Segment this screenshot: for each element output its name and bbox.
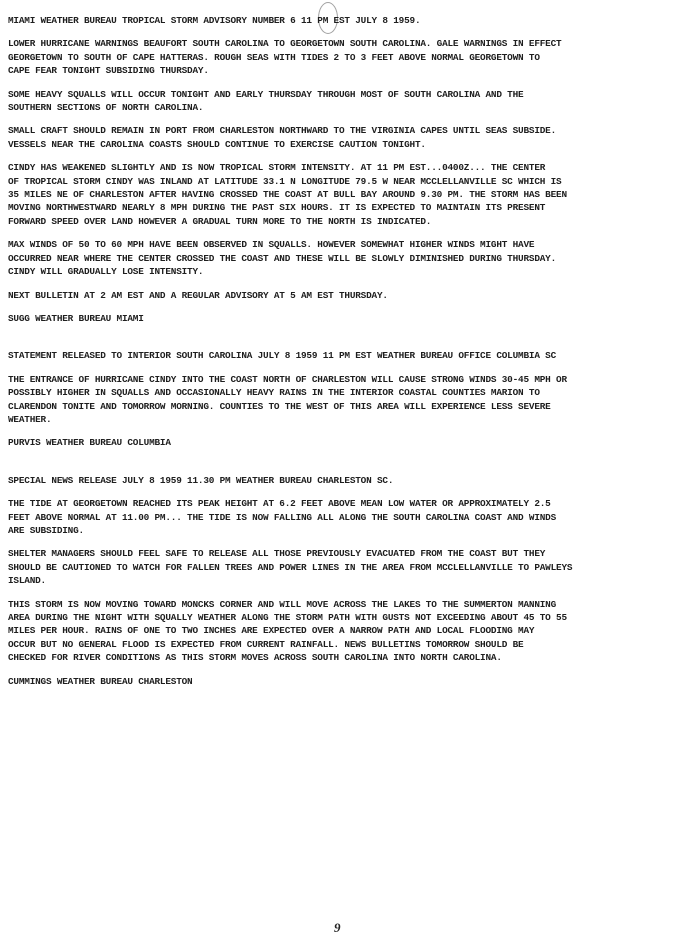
- paragraph: [8, 37, 668, 77]
- text-line: THE ENTRANCE OF HURRICANE CINDY INTO THE COAST NORTH OF CHARLESTON WILL CAUSE STRONG WINDS 30-45 MPH OR: [8, 373, 567, 385]
- bulletin-section: [8, 349, 668, 449]
- text-line: CINDY HAS WEAKENED SLIGHTLY AND IS NOW TROPICAL STORM INTENSITY. AT 11 PM EST...0400Z... THE CENTER: [8, 162, 546, 174]
- paragraph: [8, 373, 668, 427]
- paragraph: [8, 675, 668, 688]
- text-line: LOWER HURRICANE WARNINGS BEAUFORT SOUTH CAROLINA TO GEORGETOWN SOUTH CAROLINA. GALE WARNINGS IN EFFECT: [8, 38, 562, 50]
- text-line: THE TIDE AT GEORGETOWN REACHED ITS PEAK HEIGHT AT 6.2 FEET ABOVE MEAN LOW WATER OR APPROXIMATELY 2.5: [8, 498, 551, 510]
- paragraph: [8, 436, 668, 449]
- paragraph: [8, 161, 668, 228]
- text-line: SOUTHERN SECTIONS OF NORTH CAROLINA.: [8, 102, 204, 114]
- text-line: POSSIBLY HIGHER IN SQUALLS AND OCCASIONALLY HEAVY RAINS IN THE INTERIOR COASTAL COUNTIES MARION TO: [8, 387, 540, 399]
- text-line: SUGG WEATHER BUREAU MIAMI: [8, 312, 144, 324]
- text-line: NEXT BULLETIN AT 2 AM EST AND A REGULAR ADVISORY AT 5 AM EST THURSDAY.: [8, 289, 388, 301]
- bulletin-section: [8, 474, 668, 688]
- paragraph: [8, 497, 668, 537]
- text-line: OCCUR BUT NO GENERAL FLOOD IS EXPECTED FROM CURRENT RAINFALL. NEWS BULLETINS TOMORROW SHOULD BE: [8, 638, 524, 650]
- page-number: 9: [334, 920, 341, 935]
- text-line: CHECKED FOR RIVER CONDITIONS AS THIS STORM MOVES ACROSS SOUTH CAROLINA INTO NORTH CAROLINA.: [8, 652, 502, 664]
- text-line: STATEMENT RELEASED TO INTERIOR SOUTH CAROLINA JULY 8 1959 11 PM EST WEATHER BUREAU OFFICE COLUMBIA SC: [8, 350, 557, 362]
- text-line: CAPE FEAR TONIGHT SUBSIDING THURSDAY.: [8, 65, 209, 77]
- paragraph: [8, 474, 668, 487]
- text-line: ARE SUBSIDING.: [8, 524, 84, 536]
- paragraph: [8, 289, 668, 302]
- paragraph: [8, 238, 668, 278]
- paragraph: [8, 14, 668, 27]
- text-line: FEET ABOVE NORMAL AT 11.00 PM... THE TIDE IS NOW FALLING ALL ALONG THE SOUTH CAROLINA COAST AND WINDS: [8, 511, 557, 523]
- text-line: MAX WINDS OF 50 TO 60 MPH HAVE BEEN OBSERVED IN SQUALLS. HOWEVER SOMEWHAT HIGHER WINDS MIGHT HAVE: [8, 239, 535, 251]
- text-line: GEORGETOWN TO SOUTH OF CAPE HATTERAS. ROUGH SEAS WITH TIDES 2 TO 3 FEET ABOVE NORMAL GEORGETOWN TO: [8, 51, 540, 63]
- paragraph: [8, 349, 668, 362]
- text-line: MOVING NORTHWESTWARD NEARLY 8 MPH DURING THE PAST SIX HOURS. IT IS EXPECTED TO MAINTAIN ITS PRESENT: [8, 202, 546, 214]
- text-line: SPECIAL NEWS RELEASE JULY 8 1959 11.30 PM WEATHER BUREAU CHARLESTON SC.: [8, 474, 394, 486]
- text-line: SOME HEAVY SQUALLS WILL OCCUR TONIGHT AND EARLY THURSDAY THROUGH MOST OF SOUTH CAROLINA AND THE: [8, 88, 524, 100]
- paragraph: [8, 88, 668, 115]
- text-line: SMALL CRAFT SHOULD REMAIN IN PORT FROM CHARLESTON NORTHWARD TO THE VIRGINIA CAPES UNTIL SEAS SUBSIDE.: [8, 125, 557, 137]
- text-line: MIAMI WEATHER BUREAU TROPICAL STORM ADVISORY NUMBER 6 11 PM EST JULY 8 1959.: [8, 15, 421, 26]
- paragraph: [8, 124, 668, 151]
- paragraph: [8, 547, 668, 587]
- text-line: SHOULD BE CAUTIONED TO WATCH FOR FALLEN TREES AND POWER LINES IN THE AREA FROM MCCLELLANVILLE TO PAWLEYS: [8, 561, 573, 573]
- bulletin-section: [8, 14, 668, 325]
- text-line: CINDY WILL GRADUALLY LOSE INTENSITY.: [8, 266, 204, 278]
- text-line: THIS STORM IS NOW MOVING TOWARD MONCKS CORNER AND WILL MOVE ACROSS THE LAKES TO THE SUMMERTON MANNING: [8, 598, 557, 610]
- section-gap: [8, 460, 668, 474]
- text-line: ISLAND.: [8, 575, 46, 587]
- paragraph: [8, 312, 668, 325]
- text-line: OCCURRED NEAR WHERE THE CENTER CROSSED THE COAST AND THESE WILL BE SLOWLY DIMINISHED DURING THURSDAY.: [8, 252, 557, 264]
- text-line: OF TROPICAL STORM CINDY WAS INLAND AT LATITUDE 33.1 N LONGITUDE 79.5 W NEAR MCCLELLANVILLE SC WHICH IS: [8, 175, 562, 187]
- text-line: CUMMINGS WEATHER BUREAU CHARLESTON: [8, 675, 193, 687]
- paragraph: [8, 598, 668, 665]
- text-line: 35 MILES NE OF CHARLESTON AFTER HAVING CROSSED THE COAST AT BULL BAY AROUND 9.30 PM. THE STORM HAS BEEN: [8, 189, 567, 201]
- text-line: SHELTER MANAGERS SHOULD FEEL SAFE TO RELEASE ALL THOSE PREVIOUSLY EVACUATED FROM THE COAST BUT THEY: [8, 548, 546, 560]
- text-line: FORWARD SPEED OVER LAND HOWEVER A GRADUAL TURN MORE TO THE NORTH IS INDICATED.: [8, 215, 432, 227]
- text-line: WEATHER.: [8, 413, 52, 425]
- document-body: [8, 14, 668, 698]
- text-line: CLARENDON TONITE AND TOMORROW MORNING. COUNTIES TO THE WEST OF THIS AREA WILL EXPERIENCE LESS SEVERE: [8, 400, 551, 412]
- section-gap: [8, 335, 668, 349]
- text-line: MILES PER HOUR. RAINS OF ONE TO TWO INCHES ARE EXPECTED OVER A NARROW PATH AND LOCAL FLOODING MAY: [8, 625, 535, 637]
- text-line: AREA DURING THE NIGHT WITH SQUALLY WEATHER ALONG THE STORM PATH WITH GUSTS NOT EXCEEDING ABOUT 45 TO 55: [8, 612, 567, 623]
- text-line: VESSELS NEAR THE CAROLINA COASTS SHOULD CONTINUE TO EXERCISE CAUTION TONIGHT.: [8, 138, 426, 150]
- text-line: PURVIS WEATHER BUREAU COLUMBIA: [8, 437, 171, 449]
